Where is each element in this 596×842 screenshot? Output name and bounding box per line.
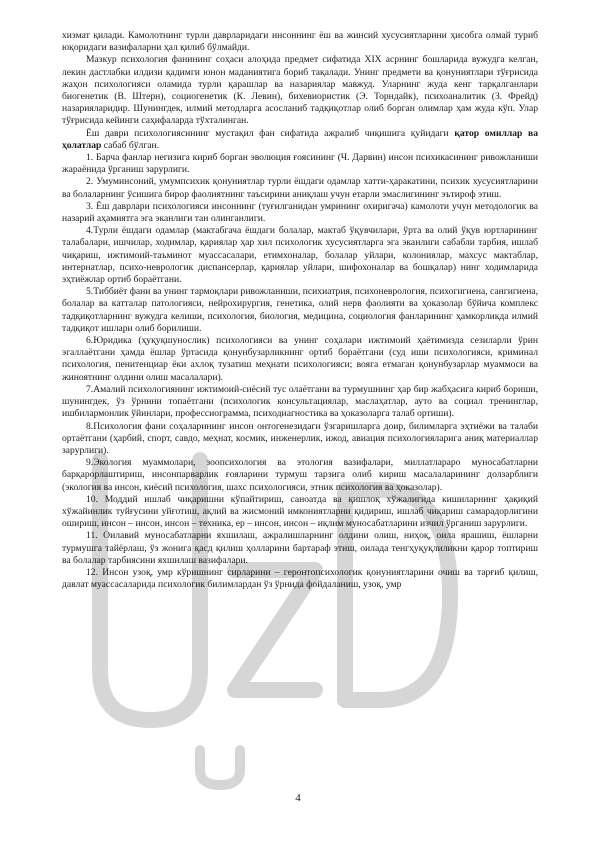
paragraph: 4.Турли ёшдаги одамлар (мактабгача ёшдаги болалар, мактаб ўқувчилари, ўрта ва олий ўқув юртларининг талабалари, ишчилар, ходимлар, қариялар ҳар хил психологик хусусиятларга эга эканлиги сабабли тарбия, ишлаб чиқариш, ижтимоий-таъминот муассасалари, етимхоналар, болалар уйлари, колониялар, махсус мактаблар, интернатлар, психо-неврологик диспансерлар, қариялар уйлари, шифохоналар ва бошқалар) нинг ходимларида эҳтиёжлар ортиб бораётгани.: [62, 225, 538, 286]
paragraph: 6.Юридика (ҳуқуқшунослик) психологияси ва унинг соҳалари ижтимоий ҳаётимизда сезиларли ўрин эгаллаётгани ҳамда ёшлар ўртасида қонунбузарликнинг ортиб бораётгани (суд иши психологияси, криминал психология, пенитенциар ёки ахлоқ тузатиш меҳнати психологияси; вояга етмаган қонунбузарлар муаммоси ва жиноятнинг олдини олиш масалалари).: [62, 335, 538, 383]
paragraph-text: сабаб бўлган.: [101, 139, 160, 151]
paragraph: 1. Барча фанлар негизига кириб борган эволюция ғоясининг (Ч. Дарвин) инсон психикасининг ривожланиши жараёнида ўрганиш зарурлиги.: [62, 152, 538, 176]
paragraph: 5.Тиббиёт фани ва унинг тармоқлари ривожланиши, психиатрия, психоневрология, психогигиена, сангигиена, болалар ва катталар патологияси, нейрохирургия, генетика, олий нерв фаолияти ва ҳоказолар бўйича комплекс тадқиқотларнинг вужудга келиши, психология, биология, медицина, социология фанларининг ҳамкорликда илмий тадқиқот ишлари олиб борилиши.: [62, 286, 538, 334]
paragraph-text: Ёш даври психологиясининг мустақил фан сифатида ажралиб чиқишига қуйидаги: [86, 127, 455, 139]
paragraph: 2. Умуминсоний, умумпсихик қонуниятлар турли ёшдаги одамлар хатти-ҳаракатини, психик хусусиятларини ва болаларнинг ўсишига бирор фаолиятнинг таъсирини аниқлаш учун етарли эмаслигининг эътироф этиш.: [62, 176, 538, 200]
page-number: 4: [295, 792, 301, 804]
paragraph: 9.Экология муаммолари, зоопсихология ва этология вазифалари, миллатлараро муносабатларни барқарорлаштириш, инсонпарварлик ғояларини турмуш тарзига олиб кириш масалаларининг долзарблиги (экология ва инсон, киёсий психология, шахс психологияси, этник психология ва ҳоказолар).: [62, 457, 538, 493]
paragraph: 12. Инсон узоқ, умр кўришнинг сирларини – геронтопсихологик қонуниятларини очиш ва тарғиб қилиш, давлат муассасаларида психологик билимлардан ўз ўрнида фойдаланиш, узоқ, умр: [62, 566, 538, 591]
body-text: [62, 30, 538, 591]
paragraph: 11. Оилавий муносабатларни яхшилаш, ажралишларнинг олдини олиш, ниҳоқ, оила ярашиш, ёшларни турмушга тайёрлаш, ўз жонига қасд қилиш ҳолларини бартараф этиш, оилада тенгҳуқуқлиликни қарор топтириш ва болалар тарбиясини яхшилаш вазифалари.: [62, 530, 538, 566]
paragraph: Мазкур психология фанининг соҳаси алоҳида предмет сифатида XIX асрнинг бошларида вужудга келган, лекин дастлабки илдизи қадимги юнон маданиятига бориб тақалади. Унинг предмети ва қонуниятлари тўғрисида жаҳон психологияси оламида турли қарашлар ва назариялар мавжуд. Уларнинг жуда кенг тарқалганлари биогенетик (В. Штерн), социогенетик (К. Левин), бихевиористик (Э. Торндайк), психоаналитик (З. Фрейд) назарияларидир. Шунингдек, илмий методларга асосланиб тадқиқотлар олиб борган олимлар ҳам жуда кўп. Улар тўғрисида кейинги саҳифаларда тўхталинган.: [62, 54, 538, 127]
paragraph: 10. Моддий ишлаб чиқаришни кўпайтириш, саноатда ва қишлоқ хўжалигида кишиларнинг ҳақиқий хўжайинлик туйғусини уйғотиш, ақлий ва жисмоний имкониятларни қидириш, ишлаб чиқариш самарадорлигини ошириш, инсон – инсон, инсон – техника, ер – инсон, инсон – иқлим муносабатларини изчил ўрганиш зарурлиги.: [62, 493, 538, 530]
paragraph: 8.Психология фани соҳаларининг инсон онтогенезидаги ўзгаришларга доир, билимларга эҳтиёжи ва талаби ортаётгани (ҳарбий, спорт, савдо, меҳнат, космик, инженерлик, ижод, авиация психологияларига аниқ материаллар зарурлиги).: [62, 420, 538, 456]
emphasis-text: қатор омиллар ва ҳолатлар: [62, 127, 538, 151]
paragraph: [62, 128, 538, 152]
paragraph: хизмат қилади. Камолотнинг турли даврларидаги инсоннинг ёш ва жинсий хусусиятларини ҳисобга олмай туриб юқоридаги вазифаларни ҳал қилиб бўлмайди.: [62, 30, 538, 54]
paragraph: 3. Ёш даврлари психологияси инсоннинг (туғилганидан умрининг охиригача) камолоти учун методологик ва назарий аҳамиятга эга эканлиги тан олинганлиги.: [62, 200, 538, 225]
paragraph: 7.Амалий психологиянинг ижтимоий-сиёсий тус олаётгани ва турмушнинг ҳар бир жабҳасига кириб бориши, шунингдек, ўз ўрнини топаётгани (психологик консультациялар, маслаҳатлар, ауто ва социал тренинглар, ишбилармонлик ўйинлари, профессиограмма, психодиагностика ва ҳоказоларга талаб ортиши).: [62, 383, 538, 420]
